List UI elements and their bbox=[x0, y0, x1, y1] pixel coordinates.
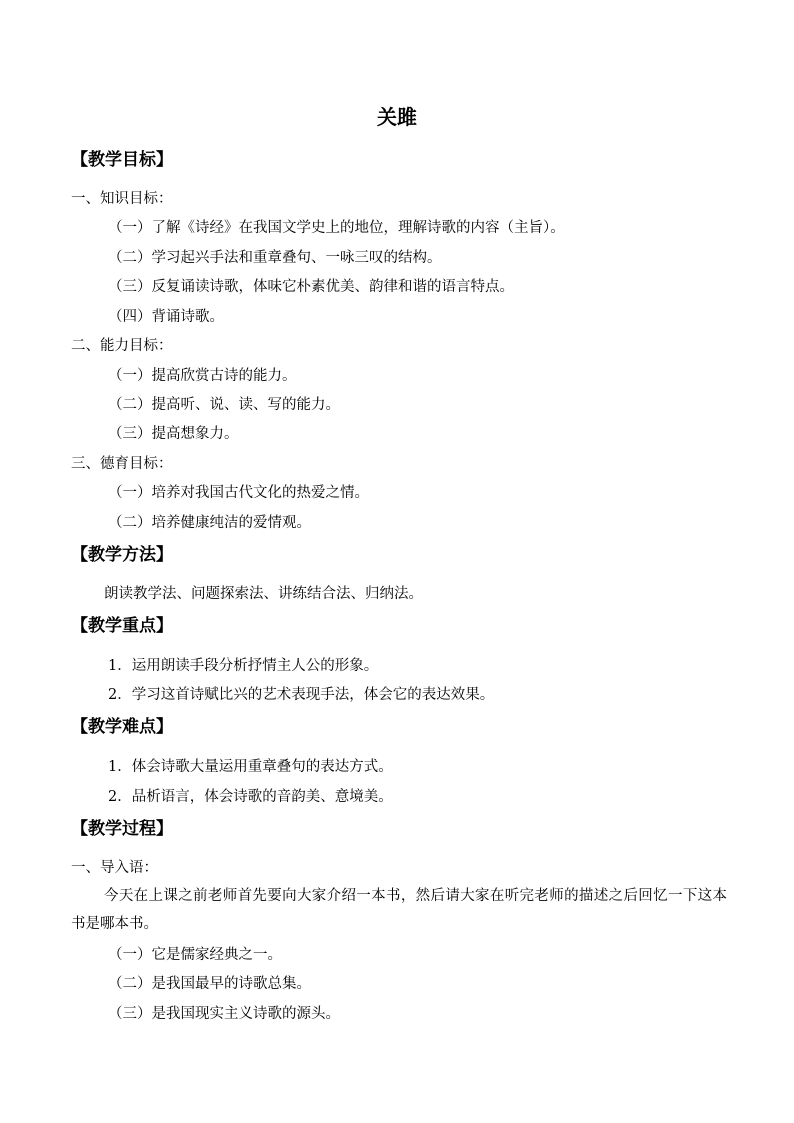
knowledge-objectives-label: 一、知识目标： bbox=[71, 191, 173, 207]
process-item: （二）是我国最早的诗歌总集。 bbox=[108, 976, 311, 992]
knowledge-item: （三）反复诵读诗歌，体味它朴素优美、韵律和谐的语言特点。 bbox=[108, 279, 514, 295]
heading-key-points: 【教学重点】 bbox=[71, 616, 173, 636]
knowledge-item: （二）学习起兴手法和重章叠句、一咏三叹的结构。 bbox=[108, 250, 442, 266]
moral-item: （一）培养对我国古代文化的热爱之情。 bbox=[108, 485, 369, 501]
heading-difficulties: 【教学难点】 bbox=[71, 717, 173, 737]
heading-objectives: 【教学目标】 bbox=[71, 150, 173, 170]
heading-methods: 【教学方法】 bbox=[71, 545, 173, 565]
heading-process: 【教学过程】 bbox=[71, 819, 173, 839]
document-title: 关雎 bbox=[377, 105, 417, 129]
ability-objectives-label: 二、能力目标： bbox=[71, 338, 173, 354]
process-item: （一）它是儒家经典之一。 bbox=[108, 947, 282, 963]
difficulty-item: 2．品析语言，体会诗歌的音韵美、意境美。 bbox=[108, 789, 393, 805]
ability-item: （三）提高想象力。 bbox=[108, 426, 239, 442]
knowledge-item: （四）背诵诗歌。 bbox=[108, 309, 224, 325]
difficulty-item: 1．体会诗歌大量运用重章叠句的表达方式。 bbox=[108, 759, 393, 775]
key-point-item: 2．学习这首诗赋比兴的艺术表现手法，体会它的表达效果。 bbox=[108, 687, 495, 703]
moral-item: （二）培养健康纯洁的爱情观。 bbox=[108, 515, 311, 531]
moral-objectives-label: 三、德育目标： bbox=[71, 456, 173, 472]
intro-paragraph: 今天在上课之前老师首先要向大家介绍一本书，然后请大家在听完老师的描述之后回忆一下这本书是哪本书。 bbox=[71, 888, 727, 932]
intro-label: 一、导入语： bbox=[71, 860, 158, 876]
methods-text: 朗读教学法、问题探索法、讲练结合法、归纳法。 bbox=[104, 586, 423, 602]
process-item: （三）是我国现实主义诗歌的源头。 bbox=[108, 1006, 340, 1022]
key-point-item: 1．运用朗读手段分析抒情主人公的形象。 bbox=[108, 658, 379, 674]
ability-item: （二）提高听、说、读、写的能力。 bbox=[108, 397, 340, 413]
knowledge-item: （一）了解《诗经》在我国文学史上的地位，理解诗歌的内容（主旨）。 bbox=[108, 220, 565, 236]
ability-item: （一）提高欣赏古诗的能力。 bbox=[108, 368, 297, 384]
